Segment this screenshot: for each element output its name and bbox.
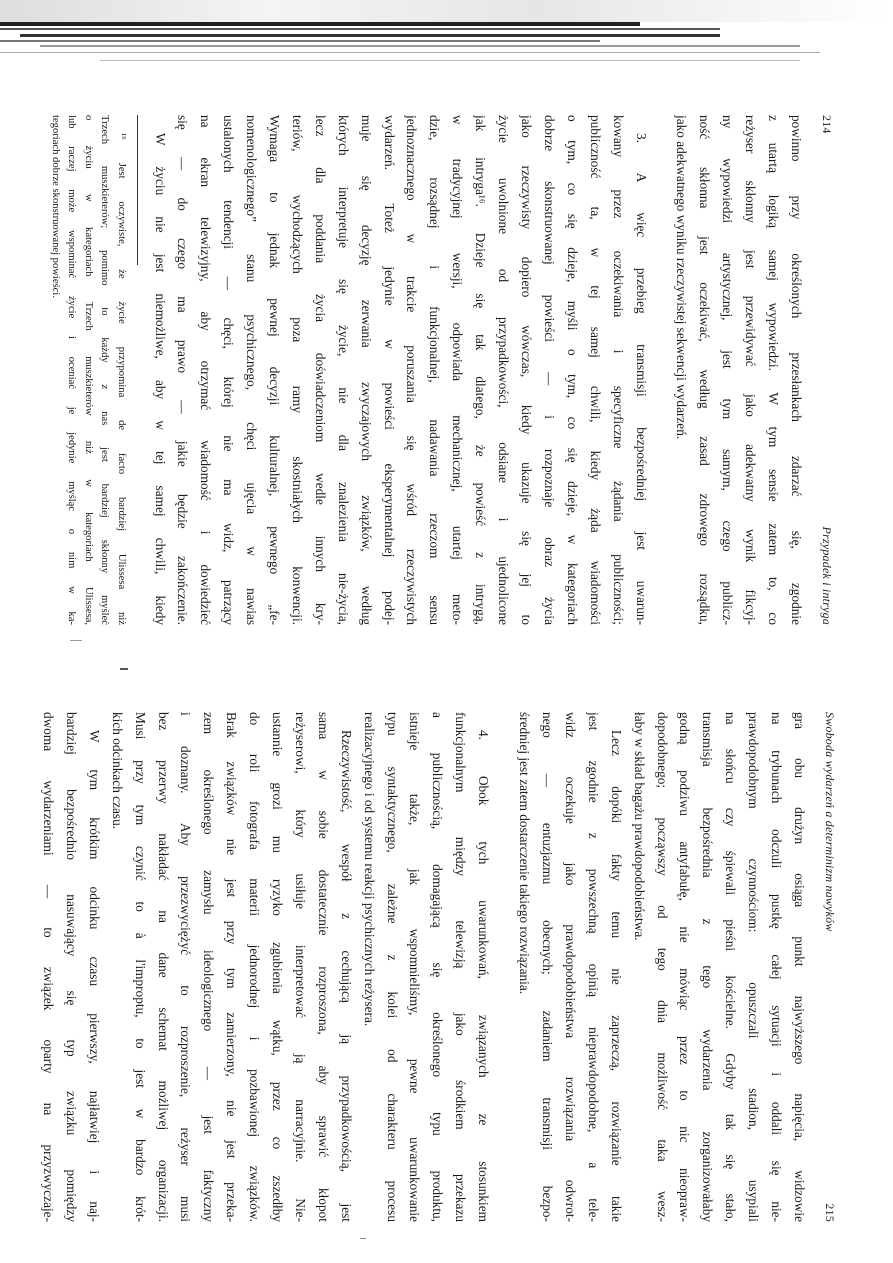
text-line: sama w sobie dostatecznie rozproszona, aby sprawić kłopot (315, 712, 331, 1222)
text-line: w tradycyjnej wersji, odpowiada mechanicznej, utartej meto- (450, 115, 466, 625)
text-line: życie uwolnione od przypadkowości, odsiane i ujednolicone (496, 115, 512, 625)
text-line: dobrze skonstruowanej powieści — i rozpoznaje obraz życia (541, 115, 557, 625)
right-running-head (822, 712, 838, 1222)
text-line: ustannie grozi mu ryzyko zgubienia wątku, przez co zszedłby (270, 712, 286, 1222)
scan-speck (120, 668, 128, 670)
text-line: o tym, co się dzieje, myśli o tym, co się dzieje, w kategoriach (564, 115, 580, 625)
text-line: teriów, wychodzących poza ramy skostniałych konwencji. (289, 115, 305, 625)
text-line: bardziej bezpośrednio nasuwający się typ związku pomiędzy (63, 712, 79, 1222)
text-line: reżyserowi, który usiłuje interpretować ją narracyjnie. Nie- (292, 712, 308, 1222)
text-line: ność skłonna jest oczekiwać, według zasad zdrowego rozsądku, (697, 115, 713, 625)
text-line: W życiu nie jest niemożliwe, aby w tej samej chwili, kiedy (152, 133, 168, 625)
text-line: jak intryga¹⁶. Dzieje się tak dlatego, że powieść z intrygą, (473, 115, 489, 625)
text-line: na ekran telewizyjny, aby otrzymać wiadomość i dowiedzieć (198, 115, 214, 625)
text-line: muje się decyzję zerwania zwyczajowych związków, według (358, 115, 374, 625)
text-line: średniej jest zatem dostarczenie takiego rozwiązania. (517, 712, 533, 995)
text-line: Rzeczywistość, wespół z cechującą ją przypadkowością, jest (338, 730, 354, 1222)
text-line: do roli fotografa materii jednorodnej i pozbawionej związków. (247, 712, 263, 1222)
text-line: typu syntaktycznego, zależne z kolei od charakteru procesu (384, 712, 400, 1222)
text-line: istnieje także, jak wspomnieliśmy, pewne uwarunkowanie (407, 712, 423, 1222)
text-line: W tym krótkim odcinku czasu pierwszy, najłatwiej i naj- (86, 730, 102, 1222)
text-line: gra obu drużyn osiąga punkt najwyższego napięcia, widzowie (792, 712, 807, 1222)
text-line: jako rzeczywisty dopiero wówczas, kiedy ukazuje się jej to (519, 115, 535, 625)
text-line: lub raczej może wspominać życie i oceniać je jedynie myśląc o nim w ka- (66, 115, 78, 625)
right-body-text (36, 712, 810, 1222)
text-line: i doznany. Aby przezwyciężyć to rozproszenie, reżyser musi (178, 712, 194, 1222)
text-line: bez przerwy nakładać na dane schemat możliwej organizacji. (155, 712, 171, 1222)
page-number: 214 (820, 115, 834, 134)
footnote-rule (137, 115, 138, 265)
text-line: dwoma wydarzeniami — to związek oparty na przyzwyczaje- (41, 712, 56, 1222)
text-line: o życiu w kategoriach Trzech muszkieterów niż w kategoriach Ulissesa, (82, 115, 94, 625)
section-gap (494, 712, 512, 1222)
text-line: kowany przez oczekiwania i specyficzne żądania publiczności; (610, 115, 626, 625)
text-line: a publicznością, domagającą się określonego typu produktu, (430, 712, 446, 1222)
text-line: godną podziwu antyfabułę, nie mówiąc przez to nic nieopraw- (677, 712, 693, 1222)
text-line: jednoznacznego w trakcie poruszania się wśród rzeczywistych (404, 115, 420, 625)
page-gutter (0, 640, 893, 641)
text-line: Musi przy tym czynić to à l'improptu, to jest w bardzo krót- (132, 712, 148, 1222)
running-title: Swoboda wydarzeń a determinizm nawyków (823, 712, 837, 932)
text-line: ny wypowiedzi artystycznej, jest tym samym, czego publicz- (720, 115, 736, 625)
text-line: funkcjonalnym między telewizją jako środkiem przekazu (453, 712, 469, 1222)
text-line: których interpretuje się życie, nie dla znalezienia nie-życia, (335, 115, 351, 625)
text-line: realizacyjnego i od systemu reakcji psychicznych reżysera. (361, 712, 377, 1027)
text-line: ustalonych tendencji — chęci, której nie ma widz, patrzący (221, 115, 237, 625)
text-line: prawdopodobnym czynnościom: opuszczali stadion, usypiali (746, 712, 762, 1222)
text-line: dopodobnego; począwszy od tego dnia możliwość taka wesz- (654, 712, 670, 1222)
text-line: 3. A więc przebieg transmisji bezpośredniej jest uwarun- (633, 133, 649, 625)
text-line: dzie, rozsądnej i funkcjonalnej, nadawania rzeczom sensu (427, 115, 443, 625)
text-line: reżyser skłonny jest przewidywać jako adekwatny wynik fikcyj- (743, 115, 759, 625)
text-line: nomenologicznego” stanu psychicznego, chęci ujęcia w nawias (244, 115, 260, 625)
text-line: tegoriach dobrze skonstruowanej powieści. (50, 115, 61, 298)
text-line: ¹⁶ Jest oczywiste, że życie przypomina de facto bardziej Ulissesa niż (115, 133, 127, 625)
left-running-head (819, 115, 835, 625)
left-body-text (148, 115, 807, 625)
text-line: Brak związków nie jest przy tym zamierzony, nie jest przeka- (224, 712, 240, 1222)
text-line: zem określonego zamysłu ideologicznego — jest faktyczny (201, 712, 217, 1222)
text-line: jako adekwatnego wyniku rzeczywistej sekwencji wydarzeń. (674, 115, 690, 440)
running-title: Przypadek i intryga (820, 526, 834, 625)
footnote (47, 115, 129, 625)
text-line: kich odcinkach czasu. (109, 712, 125, 830)
text-line: Lecz dopóki fakty temu nie zaprzeczą, rozwiązanie takie (608, 730, 624, 1222)
text-line: widz oczekuje jako prawdopodobieństwa rozwiązania odwrot- (562, 712, 578, 1222)
text-line: jest zgodnie z powszechną opinią nieprawdopodobne, a tele- (585, 712, 601, 1222)
text-line: wydarzeń. Toteż jedynie w powieści eksperymentalnej podej- (381, 115, 397, 625)
text-line: Wymaga to jednak pewnej decyzji kulturalnej, pewnego „fe- (267, 115, 283, 625)
text-line: publiczność ta, w tej samej chwili, kiedy żąda wiadomości (587, 115, 603, 625)
scan-speck (70, 640, 82, 641)
text-line: się — do czego ma prawo — jakie będzie zakończenie. (175, 115, 191, 625)
text-line: powinno przy określonych przesłankach zdarzać się, zgodnie (789, 115, 804, 625)
scan-edge-noise (0, 0, 893, 80)
text-line: nego — entuzjazmu obecnych; zadaniem transmisji bezpo- (540, 712, 556, 1222)
text-line: 4. Obok tych uwarunkowań, związanych ze stosunkiem (476, 730, 492, 1222)
right-page (41, 712, 838, 1222)
text-line: łaby w skład bagażu prawdopodobieństwa. (631, 712, 647, 941)
text-line: Trzech muszkieterów; pomimo to każdy z nas jest bardziej skłonny myśleć (99, 115, 111, 625)
text-line: transmisja bezpośrednia z tego wydarzenia zorganizowałaby (700, 712, 716, 1222)
text-line: lecz dla poddania życia doświadczeniom wedle innych kry- (312, 115, 328, 625)
page-number: 215 (823, 1203, 837, 1222)
scan-speck (360, 1238, 366, 1239)
text-line: na słońcu czy śpiewali pieśni kościelne. Gdyby tak się stało, (723, 712, 739, 1222)
section-gap (652, 115, 670, 625)
left-page (50, 115, 835, 625)
text-line: z utartą logiką samej wypowiedzi. W tym sensie zatem to, co (766, 115, 782, 625)
text-line: na trybunach odczuli pustkę całej sytuacji i oddali się nie- (769, 712, 785, 1222)
